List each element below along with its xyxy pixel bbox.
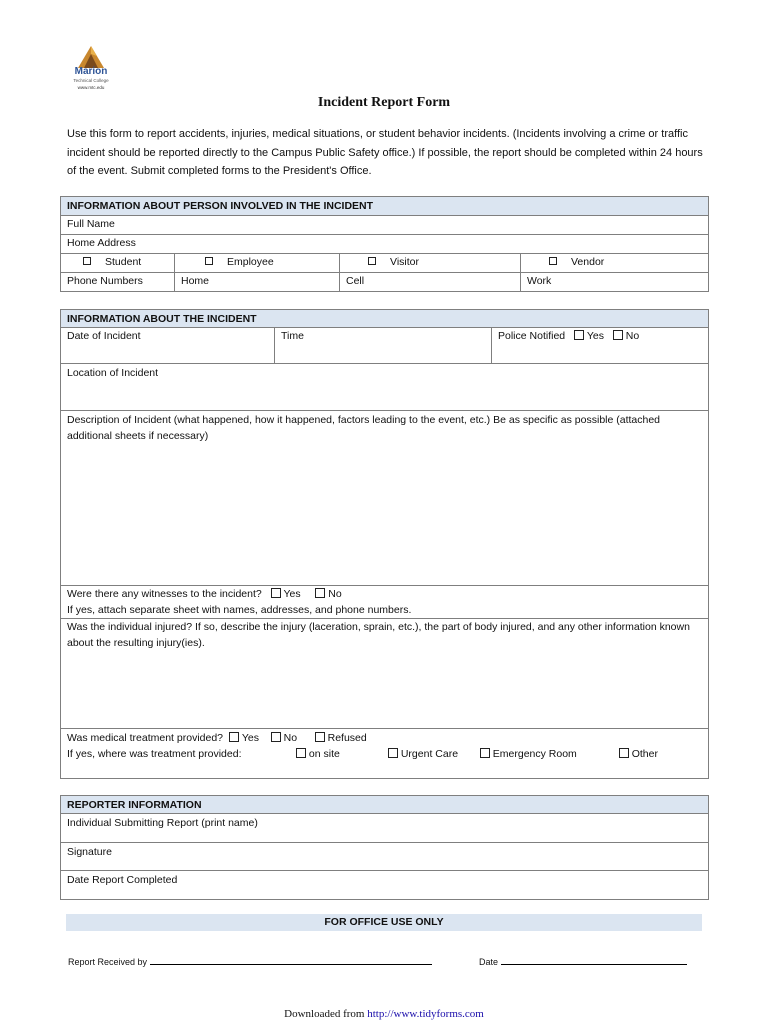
submitting-name-label: Individual Submitting Report (print name) xyxy=(67,817,258,829)
medical-yes-checkbox[interactable] xyxy=(229,732,239,742)
office-date-label: Date xyxy=(479,957,499,967)
medical-treatment-field xyxy=(61,729,709,779)
work-phone-label: Work xyxy=(527,275,552,287)
where-onsite-label: on site xyxy=(308,748,340,760)
witnesses-question: Were there any witnesses to the incident? xyxy=(67,588,262,600)
where-onsite-checkbox[interactable] xyxy=(296,748,306,758)
checkbox-visitor[interactable] xyxy=(368,257,376,265)
where-question: If yes, where was treatment provided: xyxy=(67,748,242,760)
college-logo xyxy=(64,44,118,96)
home-address-field[interactable] xyxy=(61,235,709,254)
police-yes-label: Yes xyxy=(586,330,605,342)
home-address-label: Home Address xyxy=(67,237,136,249)
office-date-row xyxy=(479,955,687,967)
medical-no-label: No xyxy=(283,732,298,744)
police-no-checkbox[interactable] xyxy=(613,330,623,340)
office-date-line[interactable] xyxy=(501,955,687,965)
cell-phone-label: Cell xyxy=(346,275,365,287)
type-option-visitor[interactable] xyxy=(340,254,521,273)
received-by-row xyxy=(68,955,432,967)
phone-numbers-label-cell xyxy=(61,273,175,292)
injury-question: Was the individual injured? If so, describe the injury (laceration, sprain, etc.), the part of body injured, and any other information known about the resulting injury(ies). xyxy=(67,621,690,649)
received-by-line[interactable] xyxy=(150,955,432,965)
witnesses-yes-checkbox[interactable] xyxy=(271,588,281,598)
date-completed-label: Date Report Completed xyxy=(67,874,178,886)
type-label-vendor: Vendor xyxy=(571,256,605,268)
date-of-incident-field[interactable] xyxy=(61,328,275,364)
incident-section xyxy=(60,309,709,779)
description-field[interactable] xyxy=(61,411,709,586)
type-option-employee[interactable] xyxy=(175,254,340,273)
police-notified-label: Police Notified xyxy=(498,330,566,342)
medical-yes-label: Yes xyxy=(241,732,259,744)
medical-refused-checkbox[interactable] xyxy=(315,732,325,742)
description-label: Description of Incident (what happened, how it happened, factors leading to the event, etc.) Be as specific as possible (attached additional sheets if necessary) xyxy=(67,414,661,442)
police-yes-checkbox[interactable] xyxy=(574,330,584,340)
signature-field[interactable] xyxy=(61,843,709,871)
where-other-checkbox[interactable] xyxy=(619,748,629,758)
person-section-header: INFORMATION ABOUT PERSON INVOLVED IN THE INCIDENT xyxy=(61,197,709,216)
witnesses-no-checkbox[interactable] xyxy=(315,588,325,598)
reporter-section xyxy=(60,795,709,900)
witnesses-yes-label: Yes xyxy=(283,588,301,600)
type-label-visitor: Visitor xyxy=(390,256,419,268)
witnesses-field xyxy=(61,586,709,619)
footer-link[interactable]: http://www.tidyforms.com xyxy=(367,1008,484,1020)
location-label: Location of Incident xyxy=(67,367,159,379)
date-completed-field[interactable] xyxy=(61,871,709,900)
where-er-label: Emergency Room xyxy=(492,748,577,760)
type-label-student: Student xyxy=(105,256,142,268)
checkbox-employee[interactable] xyxy=(205,257,213,265)
type-option-vendor[interactable] xyxy=(521,254,709,273)
police-notified-field xyxy=(492,328,709,364)
where-urgentcare-checkbox[interactable] xyxy=(388,748,398,758)
where-urgentcare-label: Urgent Care xyxy=(400,748,459,760)
office-use-header: FOR OFFICE USE ONLY xyxy=(66,914,702,931)
medical-no-checkbox[interactable] xyxy=(271,732,281,742)
full-name-label: Full Name xyxy=(67,218,115,230)
footer-prefix: Downloaded from xyxy=(284,1008,365,1020)
medical-question: Was medical treatment provided? xyxy=(67,732,224,744)
incident-section-header: INFORMATION ABOUT THE INCIDENT xyxy=(61,310,709,328)
medical-refused-label: Refused xyxy=(327,732,367,744)
type-label-employee: Employee xyxy=(227,256,274,268)
logo-subtitle: Technical College xyxy=(73,78,109,83)
date-of-incident-label: Date of Incident xyxy=(67,330,141,342)
footer xyxy=(0,1008,768,1020)
home-phone-field[interactable] xyxy=(175,273,340,292)
home-phone-label: Home xyxy=(181,275,210,287)
form-title: Incident Report Form xyxy=(317,95,451,110)
time-label: Time xyxy=(281,330,304,342)
type-option-student[interactable] xyxy=(61,254,175,273)
police-no-label: No xyxy=(625,330,640,342)
where-er-checkbox[interactable] xyxy=(480,748,490,758)
checkbox-vendor[interactable] xyxy=(549,257,557,265)
injury-field[interactable] xyxy=(61,619,709,729)
submitting-name-field[interactable] xyxy=(61,814,709,843)
checkbox-student[interactable] xyxy=(83,257,91,265)
witnesses-no-label: No xyxy=(328,588,342,600)
signature-label: Signature xyxy=(67,846,112,858)
where-other-label: Other xyxy=(631,748,658,760)
received-by-label: Report Received by xyxy=(68,957,148,967)
location-field[interactable] xyxy=(61,364,709,411)
time-field[interactable] xyxy=(275,328,492,364)
person-section xyxy=(60,196,709,292)
intro-text: Use this form to report accidents, injuries, medical situations, or student behavior incidents. (Incidents involving a crime or traffic incident should be reported directly to the Campus Public Safety office.) If possible, the report should be completed within 24 hours of the event. Submit completed forms to the President's Office. xyxy=(67,128,703,177)
work-phone-field[interactable] xyxy=(521,273,709,292)
reporter-section-header: REPORTER INFORMATION xyxy=(61,796,709,814)
cell-phone-field[interactable] xyxy=(340,273,521,292)
witnesses-note: If yes, attach separate sheet with names, addresses, and phone numbers. xyxy=(67,604,412,616)
phone-numbers-label: Phone Numbers xyxy=(67,275,143,287)
full-name-field[interactable] xyxy=(61,216,709,235)
logo-name: Marion xyxy=(74,66,108,77)
logo-url: www.mtc.edu xyxy=(77,85,105,90)
